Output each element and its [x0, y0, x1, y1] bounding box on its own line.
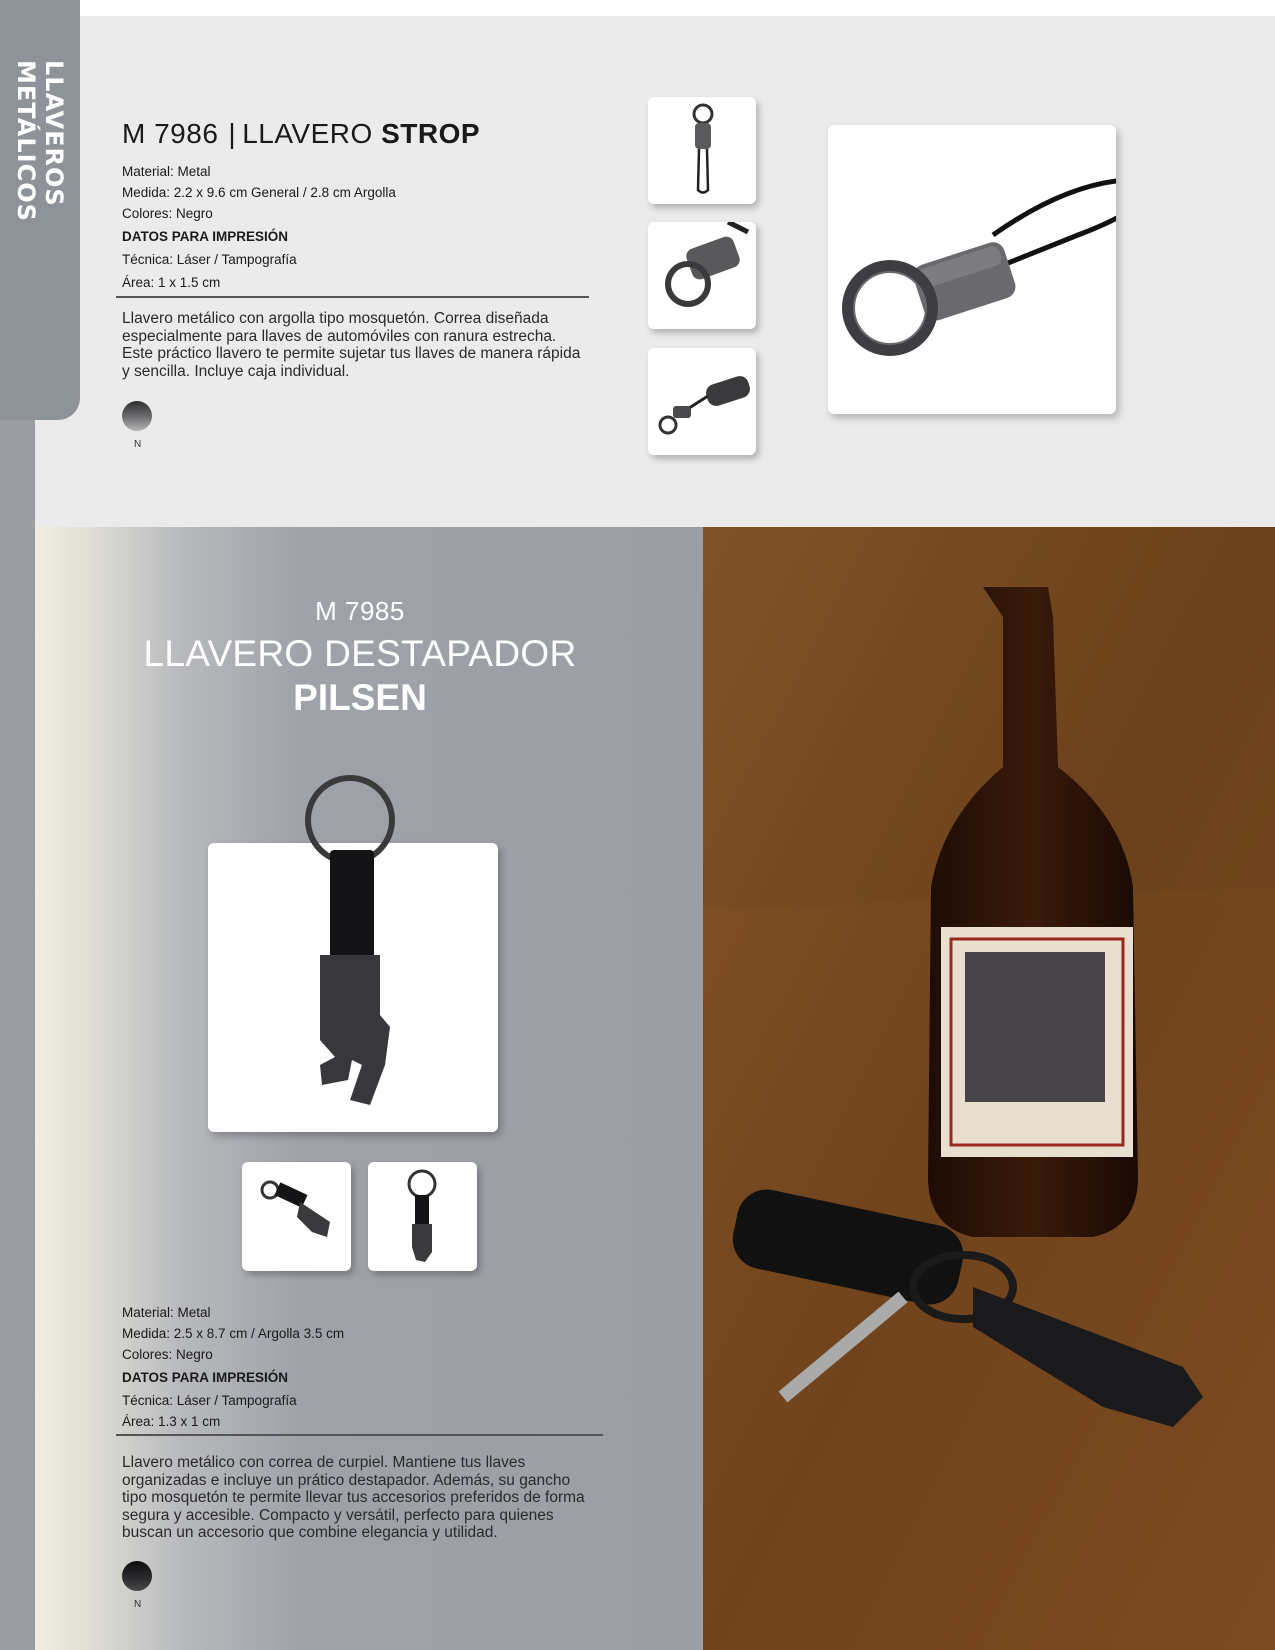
product2-tecnica: Técnica: Láser / Tampografía [122, 1393, 297, 1408]
product2-description: Llavero metálico con correa de curpiel. Mantiene tus llaves organizadas e incluye un prático destapador. Además, su gancho tipo mosquetón te permite llevar tus accesorios preferidos de forma segura y accesible. Compacto y versátil, perfecto para quienes buscan un accesorio que combine elegancia y utilidad. [122, 1454, 585, 1541]
product1-description: Llavero metálico con argolla tipo mosquetón. Correa diseñada especialmente para llaves de automóviles con ranura estrecha. Este práctico llavero te permite sujetar tus llaves de manera rápida y sencilla. Incluye caja individual. [122, 310, 581, 380]
product2-medida: Medida: 2.5 x 8.7 cm / Argolla 3.5 cm [122, 1326, 345, 1341]
product2-swatch-label: N [134, 1599, 142, 1610]
product2-material: Material: Metal [122, 1305, 211, 1320]
product2-code: M 7985 [315, 596, 405, 626]
keychain-strop-front-image [648, 97, 756, 204]
product1-name-bold: STROP [381, 118, 481, 149]
title-separator: | [228, 118, 237, 149]
product1-thumb-1[interactable] [648, 97, 756, 204]
product1-code: M 7986 [122, 118, 219, 149]
product2-thumb-1[interactable] [242, 1162, 351, 1271]
product1-color-swatch[interactable] [122, 401, 152, 431]
product1-tecnica: Técnica: Láser / Tampografía [122, 252, 297, 267]
product2-thumb-2[interactable] [368, 1162, 477, 1271]
product1-datos-heading: DATOS PARA IMPRESIÓN [122, 229, 289, 244]
product2-datos-heading: DATOS PARA IMPRESIÓN [122, 1370, 289, 1385]
product2-color-swatch[interactable] [122, 1561, 152, 1591]
product2-name-line1: LLAVERO DESTAPADOR [143, 633, 577, 674]
product1-title [122, 118, 480, 150]
keychain-strop-with-carkey-image [648, 348, 756, 455]
product1-name-light: LLAVERO [242, 118, 373, 149]
keychain-pilsen-front-image [368, 1162, 477, 1271]
product1-swatch-label: N [134, 439, 142, 450]
section-tab-label: LLAVEROS METÁLICOS [12, 60, 68, 222]
product1-thumb-3[interactable] [648, 348, 756, 455]
beer-bottle-and-keys-image [703, 527, 1275, 1650]
product1-thumb-2[interactable] [648, 222, 756, 329]
product1-divider [116, 296, 589, 298]
product2-colores: Colores: Negro [122, 1347, 213, 1362]
product1-area: Área: 1 x 1.5 cm [122, 275, 221, 290]
product2-name-line2: PILSEN [293, 677, 427, 718]
section-tab [0, 0, 80, 420]
keychain-pilsen-flat-image [242, 1162, 351, 1271]
product2-lifestyle-photo [703, 527, 1275, 1650]
product1-main-image [828, 125, 1116, 414]
product2-title [135, 596, 585, 719]
product1-colores: Colores: Negro [122, 206, 213, 221]
keychain-strop-image [828, 125, 1116, 414]
product1-material: Material: Metal [122, 164, 211, 179]
product1-medida: Medida: 2.2 x 9.6 cm General / 2.8 cm Argolla [122, 185, 396, 200]
keychain-strop-angle-image [648, 222, 756, 329]
product2-divider [116, 1434, 603, 1436]
product2-area: Área: 1.3 x 1 cm [122, 1414, 221, 1429]
keychain-pilsen-image [290, 765, 430, 1115]
